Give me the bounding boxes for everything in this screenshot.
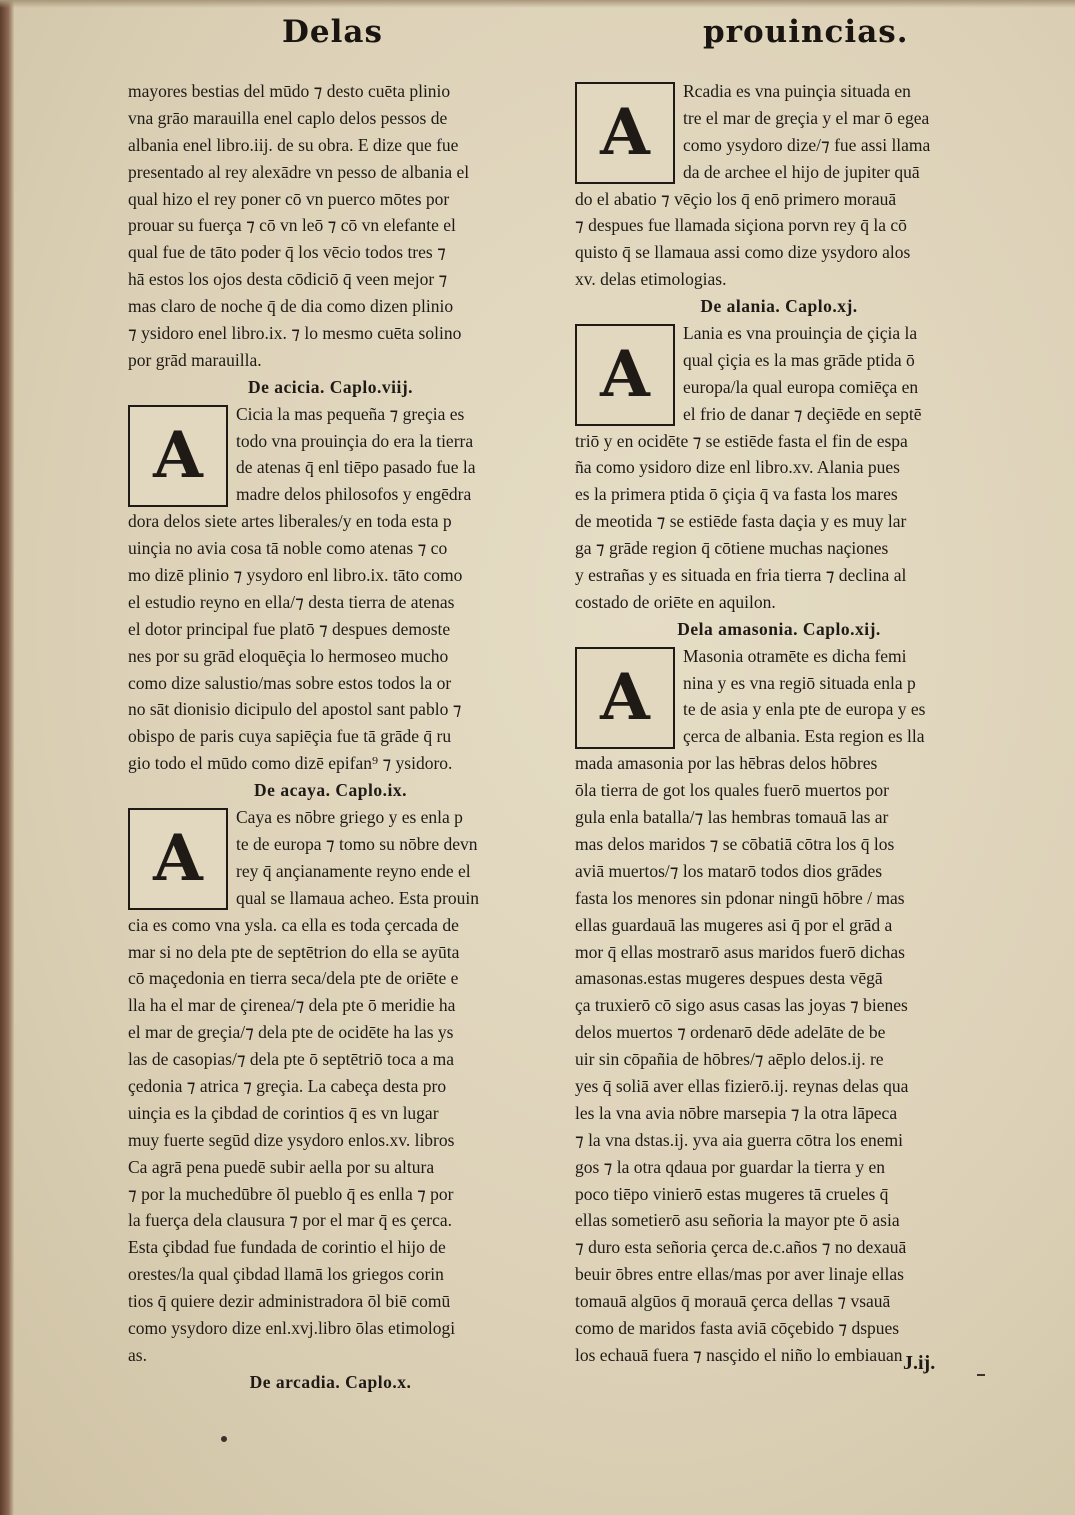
text-line: ellas guardauā las mugeres asi q̄ por el grād a	[575, 914, 893, 935]
text-line: costado de oriēte en aquilon.	[575, 591, 776, 612]
text-line: nes por su grād eloquēçia lo hermoseo mucho	[128, 645, 449, 666]
text-line: prouar su fuerça ⁊ cō vn leō ⁊ cō vn elefante el	[128, 215, 456, 236]
text-line: tomauā algūos q̄ morauā çerca dellas ⁊ vsauā	[575, 1291, 891, 1312]
text-line: te de europa ⁊ tomo su nōbre devn	[236, 833, 478, 854]
text-line: tios q̄ quiere dezir administradora ōl biē comū	[128, 1291, 451, 1312]
decorated-initial	[575, 82, 675, 184]
text-line: como ysydoro dize/⁊ fue assi llama	[683, 134, 931, 155]
text-line: el estudio reyno en ella/⁊ desta tierra de atenas	[128, 591, 455, 612]
text-line: ça truxierō cō sigo asus casas las joyas ⁊ bienes	[575, 995, 908, 1016]
ink-mark	[977, 1374, 985, 1376]
text-line: te de asia y enla pte de europa y es	[683, 699, 926, 720]
text-line: poco tiēpo vinierō estas mugeres tā crueles q̄	[575, 1183, 889, 1204]
ink-dot	[221, 1436, 227, 1442]
initial-letter: A	[600, 659, 650, 735]
text-line: mo dizē plinio ⁊ ysydoro enl libro.ix. tāto como	[128, 565, 463, 586]
text-line: muy fuerte segūd dize ysydoro enlos.xv. libros	[128, 1129, 455, 1150]
text-line: aviā muertos/⁊ los matarō todos dios grādes	[575, 860, 883, 881]
text-line: de meotida ⁊ se estiēde fasta daçia y es muy lar	[575, 511, 907, 532]
text-line: qual fue de tāto poder q̄ los vēcio todos tres ⁊	[128, 242, 446, 263]
text-line: as.	[128, 1344, 147, 1365]
text-line: da de archee el hijo de jupiter quā	[683, 161, 920, 182]
text-line: uinçia no avia cosa tā noble como atenas ⁊ co	[128, 538, 448, 559]
text-line: delos muertos ⁊ ordenarō dēde adelāte de be	[575, 1022, 886, 1043]
left-column	[128, 78, 533, 1396]
text-line: albania enel libro.iij. de su obra. E dize que fue	[128, 134, 459, 155]
right-column	[575, 78, 983, 1369]
text-line: dora delos siete artes liberales/y en toda esta p	[128, 511, 452, 532]
text-line: mada amasonia por las hēbras delos hōbres	[575, 753, 878, 774]
running-head-right: prouincias.	[703, 14, 909, 50]
text-line: mar si no dela pte de septētrion do ella se ayūta	[128, 941, 460, 962]
text-line: triō y en ocidēte ⁊ se estiēde fasta el fin de espa	[575, 430, 908, 451]
text-line: Cicia la mas pequeña ⁊ greçia es	[236, 403, 465, 424]
section-heading: De arcadia. Caplo.x.	[249, 1371, 412, 1392]
section-body	[575, 643, 983, 751]
text-line: madre delos philosofos y engēdra	[236, 484, 472, 505]
text-line: Ca agrā pena puedē subir aella por su altura	[128, 1156, 435, 1177]
text-line: ellas sometierō asu señoria la mayor pte ō asia	[575, 1210, 900, 1231]
text-line: uinçia es la çibdad de corintios q̄ es vn lugar	[128, 1102, 439, 1123]
text-line: do el abatio ⁊ vēçio los q̄ enō primero morauā	[575, 188, 897, 209]
section-body	[575, 320, 983, 428]
text-line: no sāt dionisio dicipulo del apostol sant pablo ⁊	[128, 699, 462, 720]
text-line: beuir ōbres entre ellas/mas por aver linaje ellas	[575, 1264, 904, 1285]
section-heading: De alania. Caplo.xj.	[700, 296, 858, 317]
text-line: mas delos maridos ⁊ se cōbatiā cōtra los q̄ los	[575, 833, 895, 854]
text-line: ⁊ la vna dstas.ij. yva aia guerra cōtra los enemi	[575, 1129, 903, 1150]
text-line: amasonas.estas mugeres despues desta vēgā	[575, 968, 883, 989]
text-line: lla ha el mar de çirenea/⁊ dela pte ō meridie ha	[128, 995, 456, 1016]
text-line: todo vna prouinçia do era la tierra	[236, 430, 474, 451]
text-line: por grād marauilla.	[128, 349, 262, 370]
initial-letter: A	[600, 337, 650, 413]
text-line: ga ⁊ grāde region q̄ cōtiene muchas naçiones	[575, 538, 889, 559]
section-body	[128, 804, 533, 912]
section-heading: Dela amasonia. Caplo.xij.	[677, 618, 881, 639]
text-line: çedonia ⁊ atrica ⁊ greçia. La cabeça desta pro	[128, 1075, 447, 1096]
text-line: yes q̄ soliā aver ellas fizierō.ij. reynas delas qua	[575, 1075, 909, 1096]
folio-signature: J.ij.	[903, 1352, 936, 1374]
text-line: uir sin cōpañia de hōbres/⁊ aēplo delos.ij. re	[575, 1049, 884, 1070]
text-line: mor q̄ ellas mostrarō asus maridos fuerō dichas	[575, 941, 905, 962]
text-line: como dize salustio/mas sobre estos todos la or	[128, 672, 452, 693]
decorated-initial	[128, 808, 228, 910]
decorated-initial	[575, 647, 675, 749]
text-line: hā estos los ojos desta cōdiciō q̄ veen mejor ⁊	[128, 269, 448, 290]
binding-gutter	[0, 0, 14, 1515]
text-line: Rcadia es vna puinçia situada en	[683, 81, 911, 101]
text-line: mayores bestias del mūdo ⁊ desto cuēta plinio	[128, 81, 451, 101]
decorated-initial	[128, 405, 228, 507]
text-line: cō maçedonia en tierra seca/dela pte de oriēte e	[128, 968, 459, 989]
text-line: qual hizo el rey poner cō vn puerco mōtes por	[128, 188, 450, 209]
text-line: nina y es vna regiō situada enla p	[683, 672, 916, 693]
text-line: obispo de paris cuya sapiēçia fue tā grāde q̄ ru	[128, 726, 452, 747]
text-line: fasta los menores sin pdonar ningū hōbre / mas	[575, 887, 905, 908]
text-line: ōla tierra de got los quales fuerō muertos por	[575, 780, 889, 801]
text-line: las de casopias/⁊ dela pte ō septētriō toca a ma	[128, 1049, 455, 1070]
text-line: europa/la qual europa comiēça en	[683, 376, 919, 397]
text-line: rey q̄ ançianamente reyno ende el	[236, 860, 471, 881]
section-heading: De acicia. Caplo.viij.	[247, 376, 414, 397]
text-line: ña como ysidoro dize enl libro.xv. Alania pues	[575, 457, 900, 478]
text-line: ⁊ duro esta señoria çerca de.c.años ⁊ no dexauā	[575, 1237, 907, 1258]
initial-letter: A	[153, 821, 203, 897]
text-line: gio todo el mūdo como dizē epifan⁹ ⁊ ysidoro.	[128, 753, 453, 774]
text-line: y estrañas y es situada en fria tierra ⁊ declina al	[575, 565, 907, 586]
text-line: presentado al rey alexādre vn pesso de albania el	[128, 161, 470, 182]
text-line: mas claro de noche q̄ de dia como dizen plinio	[128, 296, 454, 317]
text-line: Lania es vna prouinçia de çiçia la	[683, 323, 918, 344]
decorated-initial	[575, 324, 675, 426]
text-line: Esta çibdad fue fundada de corintio el hijo de	[128, 1237, 446, 1258]
text-line: los echauā fuera ⁊ nasçido el niño lo embiauan	[575, 1344, 903, 1365]
text-line: orestes/la qual çibdad llamā los griegos corin	[128, 1264, 444, 1285]
text-line: es la primera ptida ō çiçia q̄ va fasta los mares	[575, 484, 898, 505]
text-line: gos ⁊ la otra qdaua por guardar la tierra y en	[575, 1156, 885, 1177]
text-line: qual çiçia es la mas grāde ptida ō	[683, 349, 915, 370]
text-line: de atenas q̄ enl tiēpo pasado fue la	[236, 457, 476, 478]
text-line: el frio de danar ⁊ deçiēde en septē	[683, 403, 922, 424]
page-top-edge	[0, 0, 1075, 8]
running-head-left: Delas	[282, 14, 383, 50]
text-line: el dotor principal fue platō ⁊ despues demoste	[128, 618, 451, 639]
section-heading: De acaya. Caplo.ix.	[254, 780, 407, 801]
initial-letter: A	[153, 417, 203, 493]
text-line: como ysydoro dize enl.xvj.libro ōlas etimologi	[128, 1317, 456, 1338]
text-line: ⁊ ysidoro enel libro.ix. ⁊ lo mesmo cuēta solino	[128, 323, 462, 344]
text-line: xv. delas etimologias.	[575, 269, 727, 290]
text-line: el mar de greçia/⁊ dela pte de ocidēte ha las ys	[128, 1022, 454, 1043]
section-body	[575, 78, 983, 186]
initial-letter: A	[600, 95, 650, 170]
section-body	[128, 401, 533, 509]
text-line: qual se llamaua acheo. Esta prouin	[236, 887, 479, 908]
text-line: Masonia otramēte es dicha femi	[683, 645, 907, 666]
text-line: Caya es nōbre griego y es enla p	[236, 807, 463, 828]
text-line: gula enla batalla/⁊ las hembras tomauā las ar	[575, 807, 889, 828]
text-line: ⁊ por la muchedūbre ōl pueblo q̄ es enlla ⁊ por	[128, 1183, 454, 1204]
text-line: les la vna avia nōbre marsepia ⁊ la otra lāpeca	[575, 1102, 898, 1123]
text-line: como de maridos fasta aviā cōçebido ⁊ dspues	[575, 1317, 900, 1338]
text-line: vna grāo marauilla enel caplo delos pessos de	[128, 107, 448, 128]
text-line: quisto q̄ se llamaua assi como dize ysydoro alos	[575, 242, 911, 263]
text-line: tre el mar de greçia y el mar ō egea	[683, 107, 930, 128]
text-line: çerca de albania. Esta region es lla	[683, 726, 925, 747]
text-line: la fuerça dela clausura ⁊ por el mar q̄ es çerca.	[128, 1210, 452, 1231]
text-line: cia es como vna ysla. ca ella es toda çercada de	[128, 914, 459, 935]
text-line: ⁊ despues fue llamada siçiona porvn rey q̄ la cō	[575, 215, 907, 236]
